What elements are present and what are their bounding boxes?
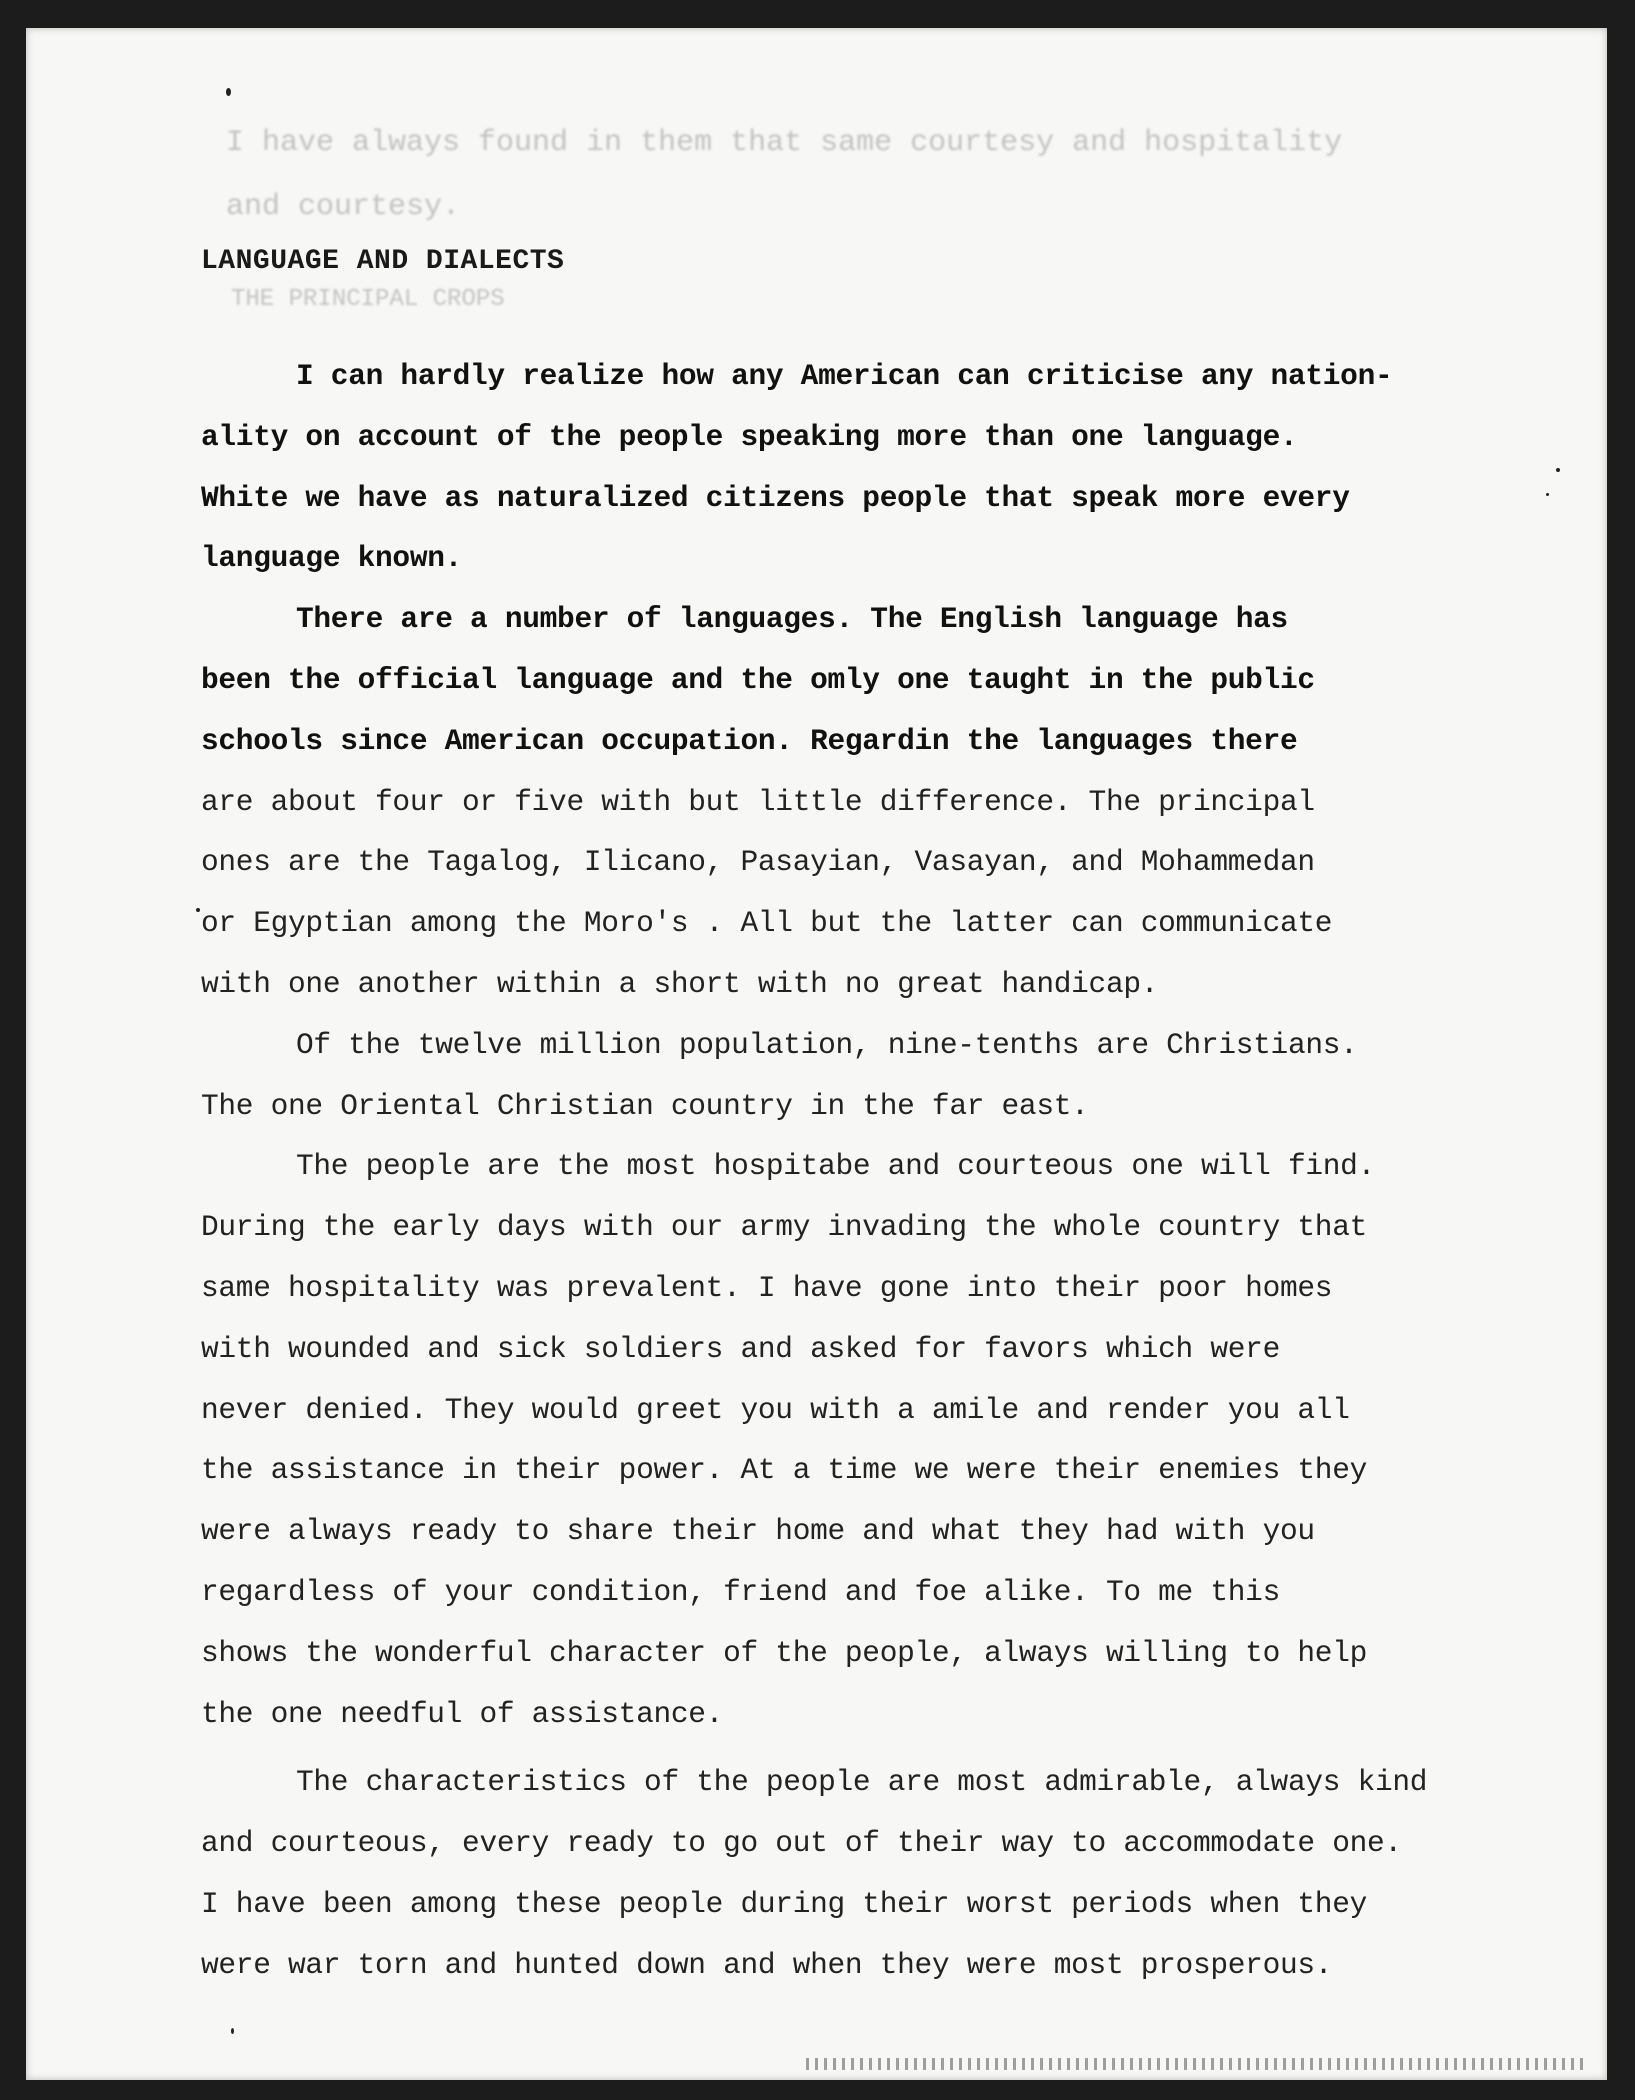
- speck-mark: [1546, 493, 1549, 496]
- bleed-through-text-3: THE PRINCIPAL CROPS: [231, 286, 505, 313]
- speck-mark: [226, 88, 231, 96]
- text-line: the one needful of assistance.: [201, 1696, 724, 1731]
- text-line: ality on account of the people speaking more than one language.: [201, 419, 1298, 454]
- page-edge-smudge: [806, 2058, 1586, 2070]
- text-line: were always ready to share their home and what they had with you: [201, 1514, 1315, 1549]
- text-line: The one Oriental Christian country in the far east.: [201, 1088, 1089, 1123]
- bleed-through-text-1: I have always found in them that same courtesy and hospitality: [226, 126, 1343, 160]
- text-line: White we have as naturalized citizens people that speak more every: [201, 480, 1350, 515]
- text-line: shows the wonderful character of the people, always willing to help: [201, 1635, 1367, 1670]
- section-heading: LANGUAGE AND DIALECTS: [201, 246, 565, 277]
- text-line: I can hardly realize how any American can criticise any nation-: [296, 359, 1393, 393]
- text-line: The characteristics of the people are most admirable, always kind: [296, 1765, 1428, 1800]
- bleed-through-text-2: and courtesy.: [226, 190, 461, 224]
- speck-mark: [1556, 468, 1560, 472]
- text-line: are about four or five with but little difference. The principal: [201, 784, 1315, 819]
- document-page: [26, 28, 1607, 2080]
- text-line: or Egyptian among the Moro's . All but the latter can communicate: [201, 906, 1333, 941]
- text-line: regardless of your condition, friend and foe alike. To me this: [201, 1574, 1280, 1609]
- text-line: with wounded and sick soldiers and asked for favors which were: [201, 1331, 1280, 1366]
- text-line: The people are the most hospitabe and courteous one will find.: [296, 1149, 1375, 1184]
- text-line: with one another within a short with no great handicap.: [201, 966, 1159, 1001]
- text-line: same hospitality was prevalent. I have gone into their poor homes: [201, 1270, 1333, 1305]
- body-text: [201, 346, 1546, 1996]
- text-line: I have been among these people during their worst periods when they: [201, 1886, 1367, 1921]
- text-line: been the official language and the omly one taught in the public: [201, 662, 1315, 697]
- text-line: never denied. They would greet you with a amile and render you all: [201, 1392, 1350, 1427]
- text-line: language known.: [201, 541, 463, 576]
- speck-mark: [196, 908, 200, 912]
- text-line: and courteous, every ready to go out of their way to accommodate one.: [201, 1826, 1402, 1861]
- text-line: During the early days with our army invading the whole country that: [201, 1210, 1367, 1245]
- speck-mark: [231, 2028, 234, 2034]
- text-line: schools since American occupation. Regardin the languages there: [201, 723, 1298, 758]
- text-line: the assistance in their power. At a time we were their enemies they: [201, 1453, 1367, 1488]
- text-line: were war torn and hunted down and when they were most prosperous.: [201, 1947, 1333, 1982]
- text-line: Of the twelve million population, nine-tenths are Christians.: [296, 1027, 1358, 1062]
- text-line: There are a number of languages. The English language has: [296, 602, 1288, 637]
- text-line: ones are the Tagalog, Ilicano, Pasayian, Vasayan, and Mohammedan: [201, 845, 1315, 880]
